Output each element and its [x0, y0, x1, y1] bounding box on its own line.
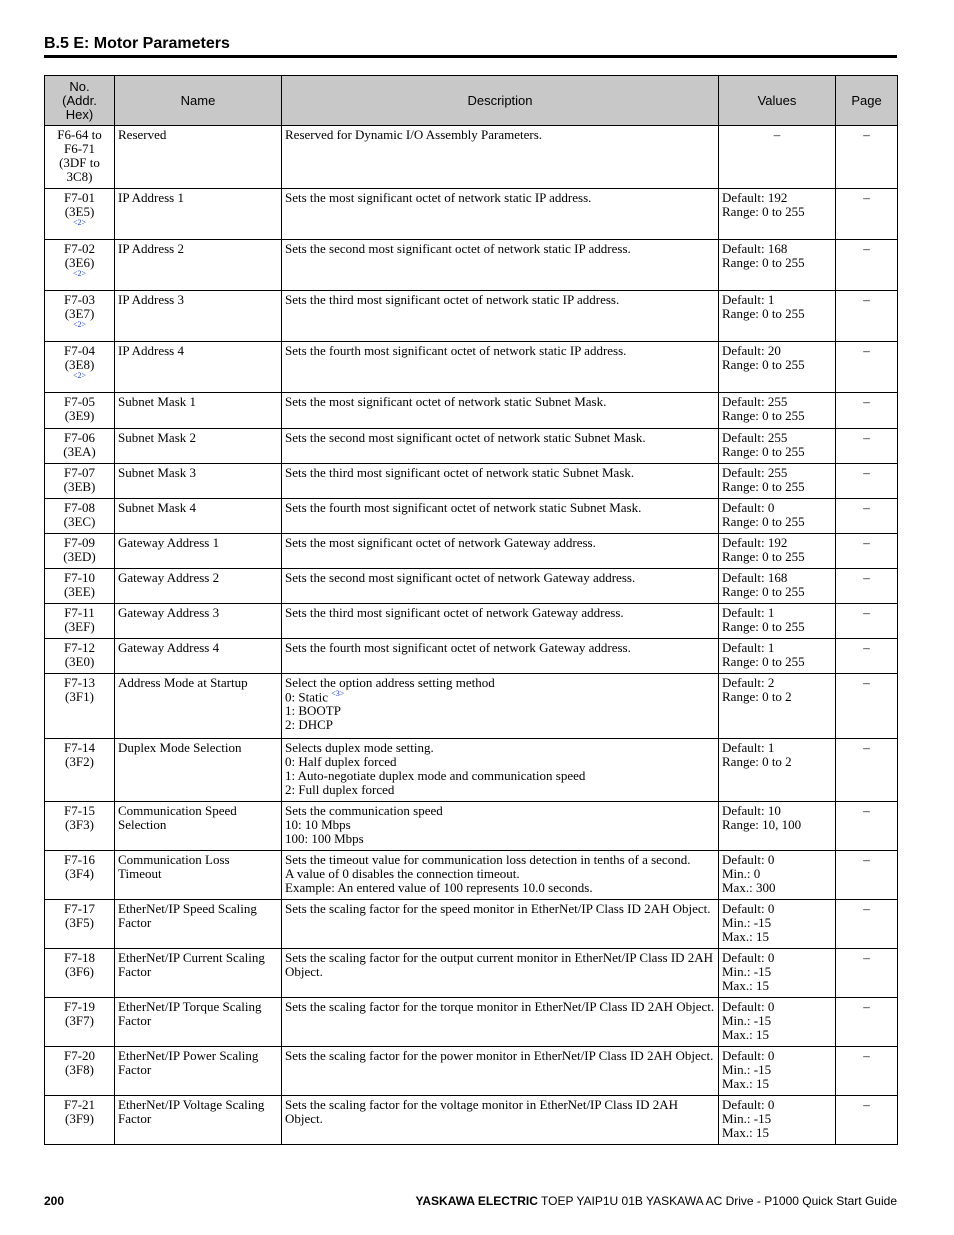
value-line: Range: 0 to 2	[722, 689, 792, 704]
param-number	[45, 126, 115, 189]
table-row	[45, 569, 898, 604]
param-page: –	[836, 126, 898, 189]
description-line	[285, 704, 715, 718]
param-page: –	[836, 851, 898, 900]
param-description	[282, 189, 719, 240]
param-values	[719, 499, 836, 534]
param-number-text: F7-18 (3F6)	[63, 950, 96, 979]
param-description	[282, 802, 719, 851]
footer-page-number: 200	[44, 1194, 65, 1208]
param-number-text: F7-21 (3F9)	[63, 1097, 96, 1126]
value-line: Min.: -15	[722, 915, 772, 930]
table-row	[45, 464, 898, 499]
param-values	[719, 1096, 836, 1145]
param-description	[282, 464, 719, 499]
param-number	[45, 739, 115, 802]
value-line: Max.: 15	[722, 1125, 769, 1140]
header-values: Values	[719, 76, 836, 126]
description-line	[285, 902, 715, 916]
param-number-text: F7-05 (3E9)	[63, 394, 96, 423]
param-name: Gateway Address 4	[115, 639, 282, 674]
table-row	[45, 393, 898, 429]
value-line: Min.: -15	[722, 1062, 772, 1077]
param-number-text: F7-19 (3F7)	[63, 999, 96, 1028]
description-line	[285, 1098, 715, 1126]
param-values	[719, 189, 836, 240]
value-line: Default: 0	[722, 1048, 775, 1063]
param-page: –	[836, 464, 898, 499]
param-page: –	[836, 998, 898, 1047]
param-page: –	[836, 240, 898, 291]
param-description	[282, 534, 719, 569]
table-row	[45, 291, 898, 342]
value-line: Range: 0 to 255	[722, 619, 805, 634]
description-line	[285, 395, 715, 409]
footer-brand: YASKAWA ELECTRIC	[415, 1194, 538, 1208]
description-line-text: Sets the communication speed	[285, 803, 443, 818]
param-number	[45, 604, 115, 639]
value-line: Default: 255	[722, 394, 788, 409]
footnote-ref-link[interactable]: <2>	[72, 320, 87, 329]
value-line: Range: 0 to 255	[722, 444, 805, 459]
param-number-text: F7-17 (3F5)	[63, 901, 96, 930]
param-number-text: F7-13 (3F1)	[63, 675, 96, 704]
description-line	[285, 1000, 715, 1014]
param-description	[282, 639, 719, 674]
header-name: Name	[115, 76, 282, 126]
param-number	[45, 802, 115, 851]
param-name: Subnet Mask 2	[115, 429, 282, 464]
param-name: Communication Speed Selection	[115, 802, 282, 851]
description-line-text: 1: BOOTP	[285, 703, 341, 719]
param-number-text: F7-03 (3E7)	[63, 292, 96, 321]
section-title: B.5 E: Motor Parameters	[44, 35, 230, 52]
table-row	[45, 240, 898, 291]
param-number-text: F7-12 (3E0)	[63, 640, 96, 669]
param-number-text: F7-11 (3EF)	[64, 605, 95, 634]
description-line	[285, 571, 715, 585]
param-page: –	[836, 674, 898, 739]
description-line-text: Sets the scaling factor for the speed monitor in EtherNet/IP Class ID 2AH Object.	[285, 901, 711, 916]
param-page: –	[836, 1047, 898, 1096]
description-line-text: Select the option address setting method	[285, 675, 495, 690]
param-values	[719, 342, 836, 393]
value-line: Default: 0	[722, 1097, 775, 1112]
description-line	[285, 783, 715, 797]
description-line-text: Sets the second most significant octet of network static Subnet Mask.	[285, 430, 646, 445]
description-line	[285, 431, 715, 445]
param-number-text: F6-64 to F6-71 (3DF to 3C8)	[57, 127, 102, 184]
param-description	[282, 949, 719, 998]
param-number	[45, 189, 115, 240]
value-line: Default: 1	[722, 640, 775, 655]
param-description	[282, 998, 719, 1047]
description-line-text: Sets the scaling factor for the voltage monitor in EtherNet/IP Class ID 2AH Object.	[285, 1097, 679, 1126]
description-line	[285, 344, 715, 358]
description-line	[285, 832, 715, 846]
value-line: Max.: 15	[722, 929, 769, 944]
param-values	[719, 604, 836, 639]
value-line: Default: 168	[722, 570, 788, 585]
param-description	[282, 342, 719, 393]
footnote-ref-link[interactable]: <2>	[72, 218, 87, 227]
description-line-text: Sets the fourth most significant octet of network Gateway address.	[285, 640, 631, 655]
table-header-row	[45, 76, 898, 126]
param-description	[282, 291, 719, 342]
param-description	[282, 126, 719, 189]
description-line-text: Sets the third most significant octet of network Gateway address.	[285, 605, 624, 620]
table-row	[45, 802, 898, 851]
param-number-text: F7-02 (3E6)	[63, 241, 96, 270]
value-line: Min.: -15	[722, 964, 772, 979]
description-line-text: 0: Static	[285, 689, 328, 705]
table-row	[45, 189, 898, 240]
value-line: Default: 20	[722, 343, 781, 358]
header-page: Page	[836, 76, 898, 126]
value-line: Range: 0 to 255	[722, 306, 805, 321]
param-page: –	[836, 393, 898, 429]
param-values	[719, 674, 836, 739]
param-values	[719, 291, 836, 342]
description-line	[285, 690, 715, 704]
param-page: –	[836, 639, 898, 674]
description-line	[285, 641, 715, 655]
description-line	[285, 755, 715, 769]
param-description	[282, 900, 719, 949]
param-name: Subnet Mask 1	[115, 393, 282, 429]
table-row	[45, 604, 898, 639]
table-row	[45, 900, 898, 949]
param-number	[45, 900, 115, 949]
param-number	[45, 240, 115, 291]
param-name: EtherNet/IP Current Scaling Factor	[115, 949, 282, 998]
table-row	[45, 1096, 898, 1145]
param-values	[719, 739, 836, 802]
table-row	[45, 639, 898, 674]
value-line: Min.: 0	[722, 866, 761, 881]
description-line-text: Example: An entered value of 100 represents 10.0 seconds.	[285, 880, 593, 895]
param-page: –	[836, 189, 898, 240]
description-line-text: Sets the timeout value for communication loss detection in tenths of a second.	[285, 852, 691, 867]
table-row	[45, 534, 898, 569]
param-description	[282, 240, 719, 291]
description-line-text: Reserved for Dynamic I/O Assembly Parameters.	[285, 127, 543, 142]
value-line: Default: 2	[722, 675, 775, 690]
footnote-ref-link[interactable]: <2>	[72, 371, 87, 380]
param-number	[45, 851, 115, 900]
param-number	[45, 464, 115, 499]
param-values	[719, 802, 836, 851]
table-row	[45, 674, 898, 739]
description-line-text: 2: Full duplex forced	[285, 782, 395, 797]
title-rule	[44, 55, 897, 58]
value-line: Default: 255	[722, 465, 788, 480]
value-line: Default: 255	[722, 430, 788, 445]
value-line: Default: 0	[722, 901, 775, 916]
description-line	[285, 466, 715, 480]
param-name: EtherNet/IP Torque Scaling Factor	[115, 998, 282, 1047]
description-line	[285, 676, 715, 690]
table-row	[45, 739, 898, 802]
param-values	[719, 900, 836, 949]
value-line: Default: 0	[722, 852, 775, 867]
description-line-text: 10: 10 Mbps	[285, 817, 351, 832]
value-line: Range: 0 to 255	[722, 584, 805, 599]
param-number-text: F7-09 (3ED)	[63, 535, 96, 564]
param-values	[719, 534, 836, 569]
param-number-text: F7-06 (3EA)	[63, 430, 96, 459]
description-line-text: Sets the fourth most significant octet of network static IP address.	[285, 343, 627, 358]
table-row	[45, 998, 898, 1047]
value-line: Range: 0 to 255	[722, 204, 805, 219]
param-number	[45, 639, 115, 674]
table-row	[45, 949, 898, 998]
param-description	[282, 604, 719, 639]
param-number	[45, 534, 115, 569]
value-line: Range: 0 to 2	[722, 754, 792, 769]
description-line-text: Sets the most significant octet of network Gateway address.	[285, 535, 596, 550]
param-number-text: F7-15 (3F3)	[63, 803, 96, 832]
param-values	[719, 998, 836, 1047]
param-name: Gateway Address 2	[115, 569, 282, 604]
value-line: Max.: 15	[722, 1027, 769, 1042]
param-number-text: F7-01 (3E5)	[63, 190, 96, 219]
param-values	[719, 569, 836, 604]
param-description	[282, 674, 719, 739]
value-line: Default: 10	[722, 803, 781, 818]
param-name: Communication Loss Timeout	[115, 851, 282, 900]
description-line-text: Sets the fourth most significant octet of network static Subnet Mask.	[285, 500, 642, 515]
param-description	[282, 429, 719, 464]
param-number	[45, 393, 115, 429]
description-line	[285, 881, 715, 895]
description-line-text: A value of 0 disables the connection timeout.	[285, 866, 520, 881]
param-name: IP Address 2	[115, 240, 282, 291]
param-name: IP Address 4	[115, 342, 282, 393]
footer-doc-title: TOEP YAIP1U 01B YASKAWA AC Drive - P1000 Quick Start Guide	[537, 1194, 897, 1208]
footnote-ref-link[interactable]: <3>	[331, 689, 345, 698]
param-name: EtherNet/IP Speed Scaling Factor	[115, 900, 282, 949]
param-number-text: F7-16 (3F4)	[63, 852, 96, 881]
value-line: Default: 0	[722, 999, 775, 1014]
param-name: IP Address 3	[115, 291, 282, 342]
value-line: Min.: -15	[722, 1111, 772, 1126]
param-page: –	[836, 739, 898, 802]
param-name: Address Mode at Startup	[115, 674, 282, 739]
param-values	[719, 851, 836, 900]
value-line: Default: 1	[722, 292, 775, 307]
param-number	[45, 429, 115, 464]
value-line: Range: 0 to 255	[722, 549, 805, 564]
description-line	[285, 536, 715, 550]
param-page: –	[836, 342, 898, 393]
description-line-text: Sets the second most significant octet of network Gateway address.	[285, 570, 636, 585]
param-name: Subnet Mask 4	[115, 499, 282, 534]
description-line	[285, 804, 715, 818]
description-line	[285, 818, 715, 832]
description-line-text: 1: Auto-negotiate duplex mode and communication speed	[285, 768, 586, 783]
value-line: Default: 192	[722, 535, 788, 550]
value-line: –	[773, 127, 781, 142]
description-line	[285, 951, 715, 979]
param-values	[719, 1047, 836, 1096]
description-line	[285, 853, 715, 867]
value-line: Range: 0 to 255	[722, 514, 805, 529]
param-page: –	[836, 569, 898, 604]
value-line: Default: 0	[722, 500, 775, 515]
description-line-text: 100: 100 Mbps	[285, 831, 364, 846]
param-page: –	[836, 949, 898, 998]
param-name: Duplex Mode Selection	[115, 739, 282, 802]
description-line	[285, 769, 715, 783]
param-number	[45, 1047, 115, 1096]
description-line	[285, 867, 715, 881]
description-line	[285, 718, 715, 732]
param-page: –	[836, 802, 898, 851]
param-page: –	[836, 534, 898, 569]
param-name: Gateway Address 3	[115, 604, 282, 639]
value-line: Default: 0	[722, 950, 775, 965]
param-number	[45, 342, 115, 393]
param-number-text: F7-14 (3F2)	[63, 740, 96, 769]
param-number-text: F7-07 (3EB)	[63, 465, 96, 494]
param-values	[719, 393, 836, 429]
param-number	[45, 949, 115, 998]
description-line-text: Sets the third most significant octet of network static Subnet Mask.	[285, 465, 635, 480]
value-line: Max.: 15	[722, 978, 769, 993]
param-name: Subnet Mask 3	[115, 464, 282, 499]
param-number-text: F7-08 (3EC)	[63, 500, 96, 529]
description-line	[285, 242, 715, 256]
param-page: –	[836, 499, 898, 534]
header-no: No. (Addr. Hex)	[45, 76, 115, 126]
description-line	[285, 501, 715, 515]
param-number-text: F7-20 (3F8)	[63, 1048, 96, 1077]
param-name: EtherNet/IP Voltage Scaling Factor	[115, 1096, 282, 1145]
value-line: Range: 0 to 255	[722, 255, 805, 270]
param-page: –	[836, 900, 898, 949]
value-line: Default: 1	[722, 605, 775, 620]
parameter-table	[44, 75, 898, 1145]
param-number-text: F7-04 (3E8)	[63, 343, 96, 372]
table-row	[45, 429, 898, 464]
description-line-text: 2: DHCP	[285, 717, 334, 733]
table-row	[45, 851, 898, 900]
description-line	[285, 191, 715, 205]
value-line: Default: 192	[722, 190, 788, 205]
description-line	[285, 293, 715, 307]
param-description	[282, 499, 719, 534]
param-number	[45, 499, 115, 534]
param-number	[45, 998, 115, 1047]
param-number	[45, 674, 115, 739]
description-line-text: Sets the most significant octet of network static Subnet Mask.	[285, 394, 607, 409]
description-line-text: Selects duplex mode setting.	[285, 740, 434, 755]
value-line: Range: 10, 100	[722, 817, 802, 832]
description-line-text: Sets the scaling factor for the torque monitor in EtherNet/IP Class ID 2AH Object.	[285, 999, 715, 1014]
param-page: –	[836, 604, 898, 639]
value-line: Range: 0 to 255	[722, 408, 805, 423]
description-line-text: Sets the third most significant octet of network static IP address.	[285, 292, 620, 307]
param-description	[282, 739, 719, 802]
description-line	[285, 1049, 715, 1063]
table-row	[45, 126, 898, 189]
param-number	[45, 291, 115, 342]
description-line-text: Sets the scaling factor for the output current monitor in EtherNet/IP Class ID 2AH Object.	[285, 950, 714, 979]
description-line	[285, 606, 715, 620]
param-page: –	[836, 1096, 898, 1145]
value-line: Max.: 15	[722, 1076, 769, 1091]
param-values	[719, 126, 836, 189]
param-description	[282, 1096, 719, 1145]
description-line-text: 0: Half duplex forced	[285, 754, 397, 769]
value-line: Default: 1	[722, 740, 775, 755]
param-name: IP Address 1	[115, 189, 282, 240]
param-values	[719, 639, 836, 674]
param-description	[282, 851, 719, 900]
value-line: Default: 168	[722, 241, 788, 256]
value-line: Range: 0 to 255	[722, 479, 805, 494]
description-line	[285, 128, 715, 142]
table-row	[45, 499, 898, 534]
param-values	[719, 464, 836, 499]
description-line-text: Sets the scaling factor for the power monitor in EtherNet/IP Class ID 2AH Object.	[285, 1048, 714, 1063]
value-line: Max.: 300	[722, 880, 776, 895]
description-line	[285, 741, 715, 755]
param-values	[719, 949, 836, 998]
footer-document-title	[415, 1194, 897, 1208]
table-row	[45, 342, 898, 393]
param-page: –	[836, 291, 898, 342]
param-description	[282, 1047, 719, 1096]
param-number-text: F7-10 (3EE)	[63, 570, 96, 599]
description-line-text: Sets the most significant octet of network static IP address.	[285, 190, 592, 205]
param-description	[282, 393, 719, 429]
param-number	[45, 569, 115, 604]
table-row	[45, 1047, 898, 1096]
description-line-text: Sets the second most significant octet of network static IP address.	[285, 241, 631, 256]
param-number	[45, 1096, 115, 1145]
param-name: EtherNet/IP Power Scaling Factor	[115, 1047, 282, 1096]
value-line: Range: 0 to 255	[722, 357, 805, 372]
param-name: Reserved	[115, 126, 282, 189]
param-name: Gateway Address 1	[115, 534, 282, 569]
header-description: Description	[282, 76, 719, 126]
param-values	[719, 429, 836, 464]
footnote-ref-link[interactable]: <2>	[72, 269, 87, 278]
param-values	[719, 240, 836, 291]
param-page: –	[836, 429, 898, 464]
param-description	[282, 569, 719, 604]
value-line: Min.: -15	[722, 1013, 772, 1028]
value-line: Range: 0 to 255	[722, 654, 805, 669]
